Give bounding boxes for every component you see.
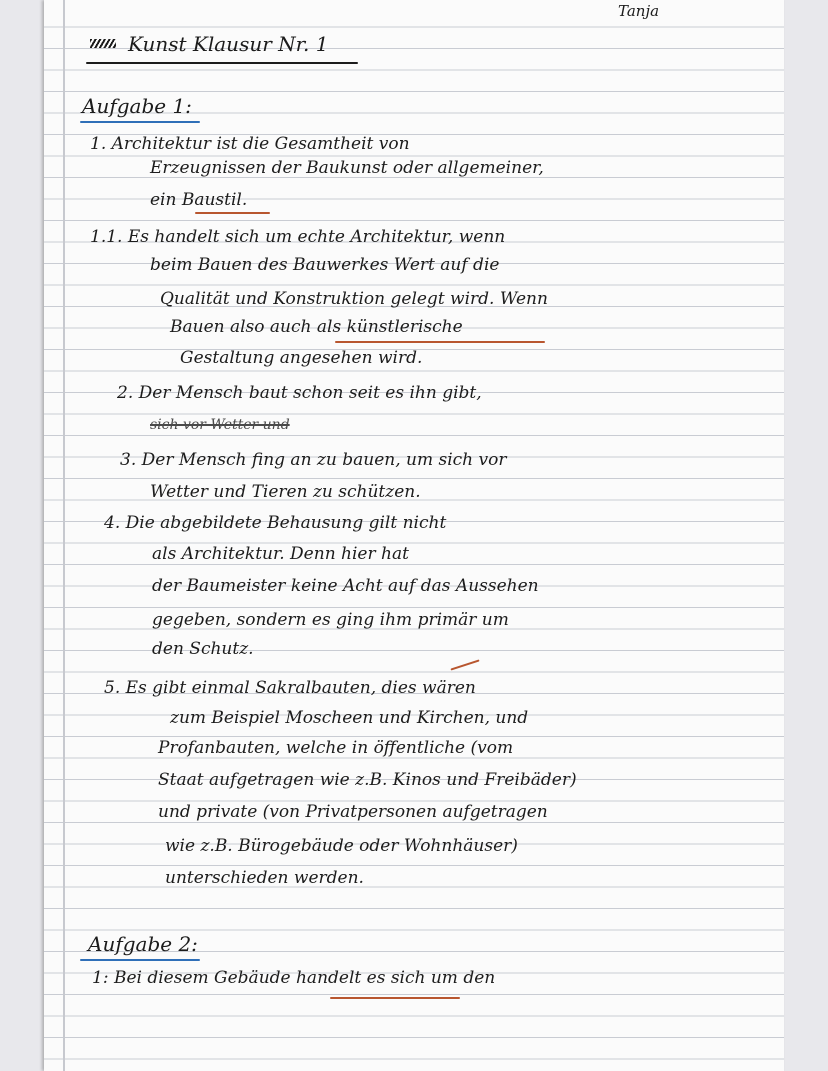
title-crossout (90, 39, 116, 48)
task1-line: wie z.B. Bürogebäude oder Wohnhäuser) (165, 836, 518, 856)
task1-line: 1.1. Es handelt sich um echte Architektur, wenn (90, 227, 506, 247)
task1-line: Gestaltung angesehen wird. (180, 348, 423, 368)
page-title: Kunst Klausur Nr. 1 (128, 32, 329, 56)
task1-line: Profanbauten, welche in öffentliche (vom (158, 738, 514, 758)
task1-line: Qualität und Konstruktion gelegt wird. Wenn (160, 289, 548, 309)
task1-line: als Architektur. Denn hier hat (152, 544, 409, 564)
margin-line (63, 0, 65, 1071)
red-underline (330, 997, 460, 999)
task1-heading: Aufgabe 1: (82, 94, 192, 118)
task1-line: 1. Architektur ist die Gesamtheit von (90, 134, 410, 154)
red-underline (335, 341, 545, 343)
task1-line: 4. Die abgebildete Behausung gilt nicht (104, 513, 447, 533)
task1-line: Bauen also auch als künstlerische (170, 317, 463, 337)
task1-line: beim Bauen des Bauwerkes Wert auf die (150, 255, 500, 275)
task1-line: ein Baustil. (150, 190, 248, 210)
task2-heading-underline (80, 959, 200, 961)
task2-line: 1: Bei diesem Gebäude handelt es sich um den (92, 968, 496, 988)
task2-heading: Aufgabe 2: (88, 932, 198, 956)
task1-line: 3. Der Mensch fing an zu bauen, um sich vor (120, 450, 507, 470)
task1-line: unterschieden werden. (165, 868, 364, 888)
task1-line: und private (von Privatpersonen aufgetragen (158, 802, 548, 822)
task1-line-crossed: sich vor Wetter und (150, 417, 290, 433)
title-underline (86, 62, 358, 64)
task1-line: Wetter und Tieren zu schützen. (150, 482, 421, 502)
task1-line: 2. Der Mensch baut schon seit es ihn gibt, (117, 383, 482, 403)
task1-line: zum Beispiel Moscheen und Kirchen, und (170, 708, 529, 728)
task1-line: Erzeugnissen der Baukunst oder allgemeiner, (150, 158, 544, 178)
red-underline (195, 212, 270, 214)
task1-line: den Schutz. (152, 639, 254, 659)
task1-line: der Baumeister keine Acht auf das Aussehen (152, 576, 539, 596)
corner-name: Tanja (618, 2, 660, 20)
task1-line: Staat aufgetragen wie z.B. Kinos und Freibäder) (158, 770, 577, 790)
task1-line: 5. Es gibt einmal Sakralbauten, dies wären (104, 678, 476, 698)
task1-line: gegeben, sondern es ging ihm primär um (152, 610, 509, 630)
task1-heading-underline (80, 121, 200, 123)
